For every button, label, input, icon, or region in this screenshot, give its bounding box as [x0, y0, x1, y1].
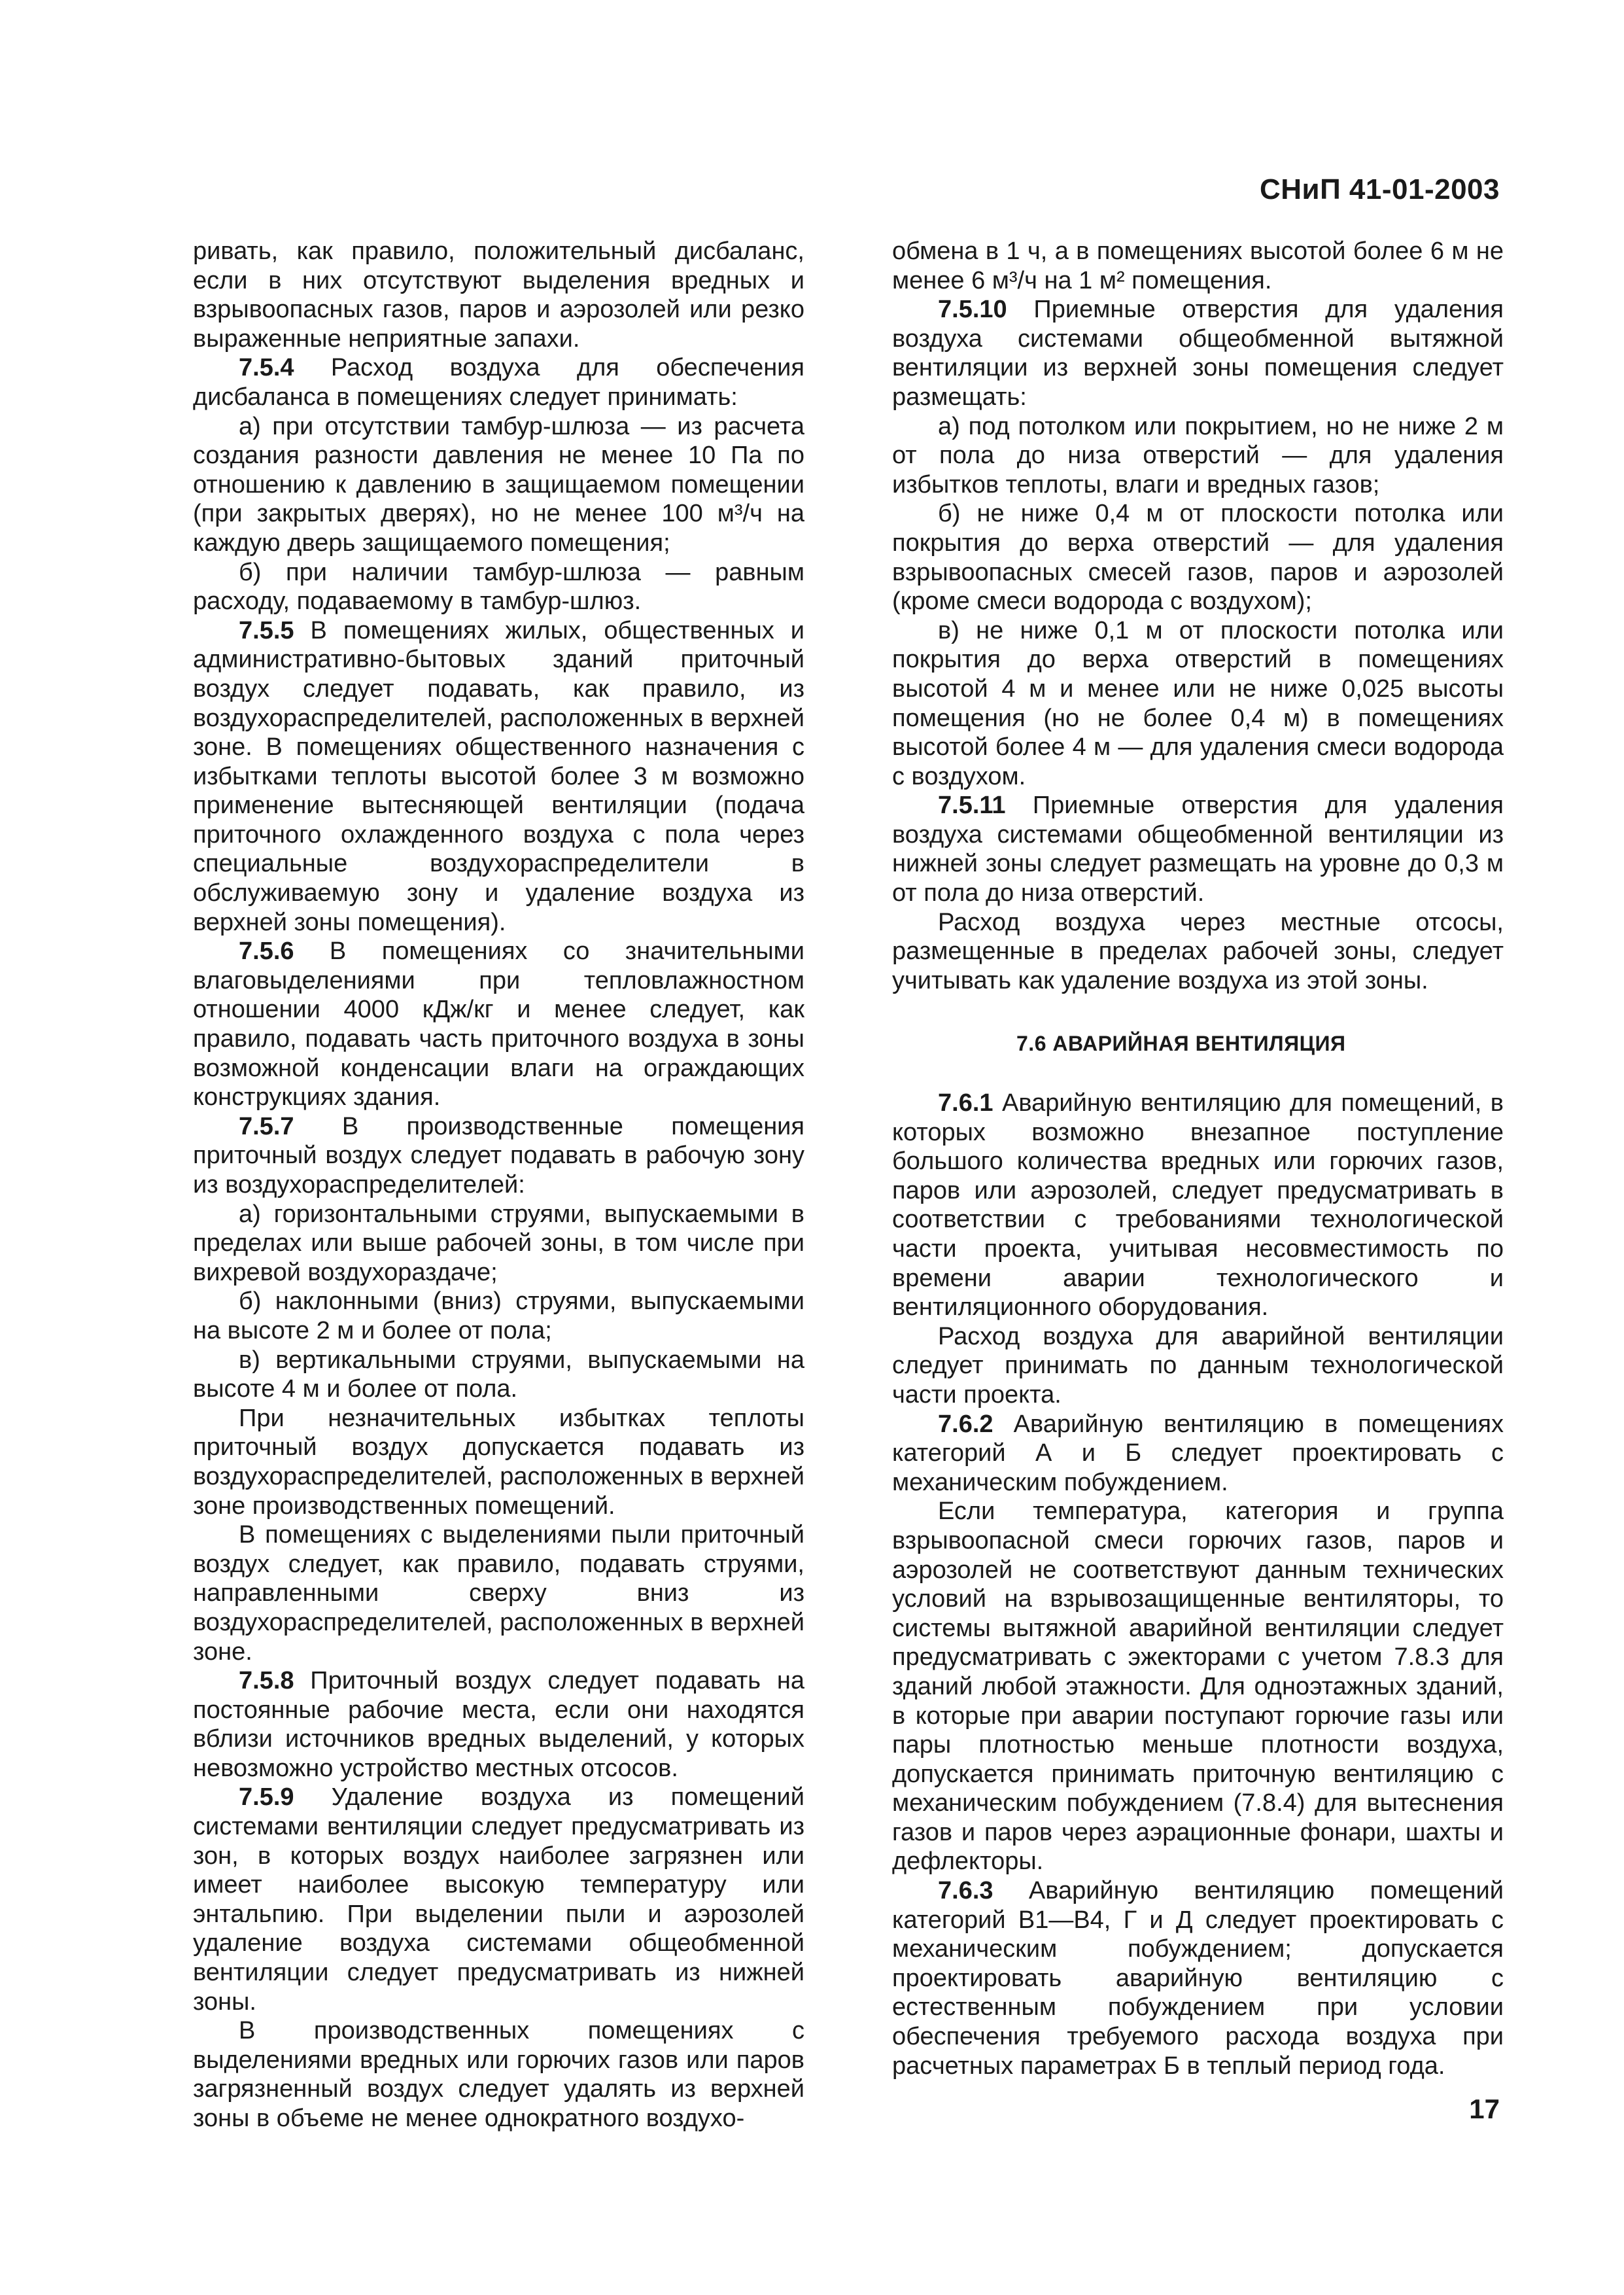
paragraph-text: Расход воздуха через местные отсосы, размещенные в пределах рабочей зоны, следует учитывать как удаление воздуха из этой зоны.	[892, 908, 1504, 994]
paragraph	[892, 237, 1504, 295]
paragraph-text: Аварийную вентиляцию в помещениях категорий А и Б следует проектировать с механическим побуждением.	[892, 1410, 1504, 1496]
paragraph	[193, 937, 804, 1112]
clause-number: 7.5.7	[239, 1112, 294, 1140]
paragraph	[892, 1497, 1504, 1876]
paragraph-text: В помещениях со значительными влаговыделениями при тепловлажностном отношении 4000 кДж/кг и менее следует, как правило, подавать часть приточного воздуха в зоны возможной конденсации влаги на ограждающих конструкциях здания.	[193, 937, 804, 1112]
right-column-lower-block	[892, 1089, 1504, 2080]
paragraph	[892, 1410, 1504, 1498]
paragraph	[892, 1089, 1504, 1322]
paragraph	[193, 1783, 804, 2016]
paragraph-text: При незначительных избытках теплоты приточный воздух допускается подавать из воздухораспределителей, расположенных в верхней зоне производственных помещений.	[193, 1404, 804, 1520]
paragraph	[193, 1520, 804, 1666]
paragraph	[193, 353, 804, 412]
paragraph	[193, 1287, 804, 1345]
paragraph	[892, 499, 1504, 616]
paragraph-text: Расход воздуха для обеспечения дисбаланса в помещениях следует принимать:	[193, 354, 804, 411]
clause-number: 7.5.6	[239, 937, 294, 966]
clause-number: 7.5.11	[938, 792, 1006, 820]
paragraph-text: а) при отсутствии тамбур-шлюза — из расчета создания разности давления не менее 10 Па по отношению к давлению в защищаемом помещении (при закрытых дверях), но не менее 100 м³/ч на каждую дверь защищаемого помещения;	[193, 412, 804, 557]
paragraph	[892, 616, 1504, 792]
paragraph-text: а) под потолком или покрытием, но не ниже 2 м от пола до низа отверстий — для удаления избытков теплоты, влаги и вредных газов;	[892, 412, 1504, 499]
section-heading: 7.6 АВАРИЙНАЯ ВЕНТИЛЯЦИЯ	[1016, 1032, 1346, 1056]
paragraph-text: Если температура, категория и группа взрывоопасной смеси горючих газов, паров и аэрозолей не соответствуют данным технических условий на взрывозащищенные вентиляторы, то системы вытяжной аварийной вентиляции следует предусматривать с эжекторами с учетом 7.8.3 для зданий любой этажности. Для одноэтажных зданий, в которые при аварии поступают горючие газы или пары плотностью меньше плотности воздуха, допускается принимать приточную вентиляцию с механическим побуждением (7.8.4) для вытеснения газов и паров через аэрационные фонари, шахты и дефлекторы.	[892, 1498, 1504, 1876]
document-code-header: СНиП 41-01-2003	[1259, 173, 1500, 205]
paragraph	[193, 237, 804, 353]
paragraph-text: в) вертикальными струями, выпускаемыми на высоте 4 м и более от пола.	[193, 1346, 804, 1403]
paragraph	[193, 2016, 804, 2133]
page-number: 17	[1469, 2094, 1500, 2124]
paragraph-text: В помещениях жилых, общественных и административно-бытовых зданий приточный воздух следует подавать, как правило, из воздухораспределителей, расположенных в верхней зоне. В помещениях общественного назначения с избытками теплоты высотой более 3 м возможно применение вытесняющей вентиляции (подача приточного охлажденного воздуха с пола через специальные воздухораспределители в обслуживаемую зону и удаление воздуха из верхней зоны помещения).	[193, 616, 804, 936]
paragraph	[892, 1876, 1504, 2080]
paragraph	[892, 791, 1504, 907]
paragraph-text: Приемные отверстия для удаления воздуха системами общеобменной вентиляции из нижней зоны следует размещать на уровне до 0,3 м от пола до низа отверстий.	[892, 792, 1504, 907]
paragraph	[193, 1200, 804, 1288]
paragraph	[892, 908, 1504, 996]
paragraph-text: б) не ниже 0,4 м от плоскости потолка или покрытия до верха отверстий — для удаления взрывоопасных смесей газов, паров и аэрозолей (кроме смеси водорода с воздухом);	[892, 500, 1504, 616]
left-text-column	[193, 237, 804, 2133]
clause-number: 7.5.4	[239, 354, 294, 382]
right-column-upper-block	[892, 237, 1504, 995]
paragraph	[193, 616, 804, 937]
clause-number: 7.5.8	[239, 1667, 294, 1695]
clause-number: 7.6.2	[938, 1410, 993, 1438]
paragraph-text: в) не ниже 0,1 м от плоскости потолка или покрытия до верха отверстий в помещениях высотой 4 м и менее или не ниже 0,025 высоты помещения (но не более 0,4 м) в помещениях высотой более 4 м — для удаления смеси водорода с воздухом.	[892, 616, 1504, 790]
clause-number: 7.6.1	[938, 1089, 993, 1117]
paragraph-text: Аварийную вентиляцию для помещений, в которых возможно внезапное поступление большого количества вредных или горючих газов, паров или аэрозолей, следует предусматривать в соответствии с требованиями технологической части проекта, учитывая несовместимость по времени аварии технологического и вентиляционного оборудования.	[892, 1089, 1504, 1322]
paragraph	[193, 1404, 804, 1520]
paragraph-text: Приемные отверстия для удаления воздуха системами общеобменной вытяжной вентиляции из верхней зоны помещения следует размещать:	[892, 296, 1504, 411]
paragraph	[892, 1322, 1504, 1410]
paragraph-text: В помещениях с выделениями пыли приточный воздух следует, как правило, подавать струями, направленными сверху вниз из воздухораспределителей, расположенных в верхней зоне.	[193, 1521, 804, 1666]
right-text-column	[892, 237, 1504, 2080]
paragraph-text: Расход воздуха для аварийной вентиляции следует принимать по данным технологической части проекта.	[892, 1322, 1504, 1409]
paragraph	[193, 1346, 804, 1404]
paragraph-text: б) наклонными (вниз) струями, выпускаемыми на высоте 2 м и более от пола;	[193, 1288, 804, 1344]
paragraph-text: В производственные помещения приточный воздух следует подавать в рабочую зону из воздухораспределителей:	[193, 1112, 804, 1199]
paragraph	[193, 558, 804, 616]
paragraph-text: Приточный воздух следует подавать на постоянные рабочие места, если они находятся вблизи источников вредных выделений, у которых невозможно устройство местных отсосов.	[193, 1667, 804, 1782]
paragraph-text: обмена в 1 ч, а в помещениях высотой более 6 м не менее 6 м³/ч на 1 м² помещения.	[892, 237, 1504, 294]
clause-number: 7.5.9	[239, 1783, 294, 1812]
paragraph	[892, 295, 1504, 412]
paragraph	[193, 1666, 804, 1783]
clause-number: 7.6.3	[938, 1877, 993, 1905]
paragraph-text: Удаление воздуха из помещений системами вентиляции следует предусматривать из зон, в которых воздух наиболее загрязнен или имеет наиболее высокую температуру или энтальпию. При выделении пыли и аэрозолей удаление воздуха системами общеобменной вентиляции следует предусматривать из нижней зоны.	[193, 1783, 804, 2016]
clause-number: 7.5.5	[239, 616, 294, 644]
paragraph	[193, 1112, 804, 1200]
clause-number: 7.5.10	[938, 296, 1007, 324]
paragraph-text: а) горизонтальными струями, выпускаемыми в пределах или выше рабочей зоны, в том числе при вихревой воздухораздаче;	[193, 1200, 804, 1286]
paragraph	[892, 412, 1504, 500]
paragraph-text: В производственных помещениях с выделениями вредных или горючих газов или паров загрязненный воздух следует удалять из верхней зоны в объеме не менее однократного воздухо-	[193, 2017, 804, 2132]
paragraph-text: ривать, как правило, положительный дисбаланс, если в них отсутствуют выделения вредных и взрывоопасных газов, паров и аэрозолей или резко выраженные неприятные запахи.	[193, 237, 804, 353]
paragraph-text: Аварийную вентиляцию помещений категорий В1—В4, Г и Д следует проектировать с механическим побуждением; допускается проектировать аварийную вентиляцию с естественным побуждением при условии обеспечения требуемого расхода воздуха при расчетных параметрах Б в теплый период года.	[892, 1877, 1504, 2080]
paragraph-text: б) при наличии тамбур-шлюза — равным расходу, подаваемому в тамбур-шлюз.	[193, 558, 804, 616]
paragraph	[193, 412, 804, 558]
